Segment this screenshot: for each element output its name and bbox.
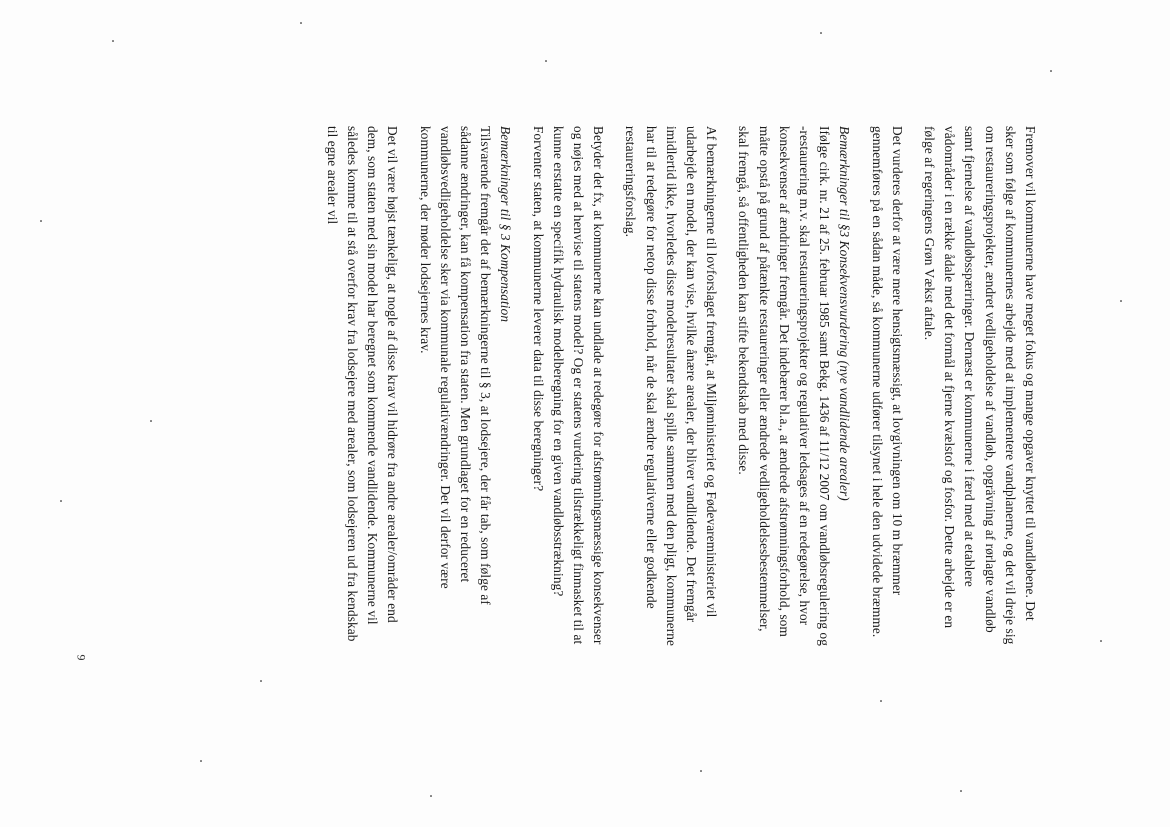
paragraph-kompensation <box>414 126 515 646</box>
paragraph-fokus-vandloeb <box>919 126 1040 646</box>
paragraph-model-vandlidende <box>620 126 721 646</box>
paragraph-text: Det vil være højst tænkeligt, at nogle af disse krav vil hidrøre fra andre arealer/områder end dem, som staten med sin model har beregnet som kommende vandlidende. Kommunerne vil således komme til at stå overfor krav fra lodsejere med arealer, som lodsejeren ud fra kendskab til egne arealer vil <box>324 126 401 642</box>
paragraph-text: Det vurderes derfor at være mere hensigtsmæssigt, at lovgivningen om 10 m bræmmer gennemføres på en sådan måde, så kommunerne udfører tilsynet i hele den udvidede bræmme. <box>869 126 905 638</box>
page-number: 9 <box>74 654 89 661</box>
paragraph-text: Ifølge cirk. nr. 21 af 25. februar 1985 samt Bekg. 1436 af 11/12 2007 om vandløbsregulering og -restaurering m.v. skal restaureringsprojekter og regulativer ledsages af en redegørelse, hvor konsekvenser af ændringer fremgår. Det indebærer bl.a., at ændrede afstrømningsforhold, som måtte opstå på grund af påtænkte restaureringer eller ændrede vedligeholdelsesbestemmelser, skal fremgå, så offentligheden kan stifte bekendtskab med disse. <box>736 126 833 646</box>
paragraph-braemmer <box>866 126 906 646</box>
paragraph-konsekvensvurdering <box>733 126 854 646</box>
page-content-rotated <box>140 126 1040 666</box>
paragraph-lodsejer-krav <box>322 126 403 646</box>
section-heading-konsekvensvurdering: Bemærkninger til §3 Konsekvensvurdering (nye vandlidende arealer) <box>837 126 853 501</box>
paragraph-text: Fremover vil kommunerne have meget fokus og mange opgaver knyttet til vandløbene. Det sker som følge af kommunernes arbejde med at implementere vandplanerne, og det vil dreje sig om restaureringsprojekter, ændret vedligeholdelse af vandløb, opgrävning af rørlagte vandløb samt fjernelse af vandløbsspærringer. Dernæst er kommunerne i færd med at etablere vådområder i en række ådale med det formål at fjerne kvælstof og fosfor. Dette arbejde er en følge af regeringens Grøn Vækst aftale. <box>921 126 1038 645</box>
paragraph-text: Betyder det fx, at kommunerne kan undlade at redegøre for afstrømningsmæssige konsekvenser og nøjes med at henvise til statens model? Og er statens vurdering tilstrækkeligt finmasket til at kunne erstatte en specifik hydraulisk modelberegning for en given vandløbsstrækning? Forventer staten, at kommunerne leverer data til disse beregninger? <box>530 126 607 645</box>
paragraph-statens-model-spoergsmaal <box>527 126 608 646</box>
document-body <box>322 126 1041 646</box>
section-heading-kompensation: Bemærkninger til § 3 Kompensation <box>498 126 514 323</box>
paragraph-text: Af bemærkningerne til lovforslaget fremgår, at Miljøministeriet og Fødevareministeriet vil udarbejde en model, der kan vise, hvilke ånære arealer, der bliver vandlidende. Det fremgår imidlertid ikke, hvorledes disse modelresultater skal spille sammen med den pligt, kommunerne har til at redegøre for netop disse forhold, når de skal ændre regulativerne eller godkende restaureringsforslag. <box>623 126 720 647</box>
paragraph-text: Tilsvarende fremgår det af bemærkningerne til § 3, at lodsejere, der får tab, som følge af sådanne ændringer, kan få kompensation fra staten. Men grundlaget for en reduceret vandløbsvedligeholdelse sker via kommunale regulativændringer. Det vil derfor være kommunerne, der møder lodsejernes krav. <box>417 126 494 605</box>
